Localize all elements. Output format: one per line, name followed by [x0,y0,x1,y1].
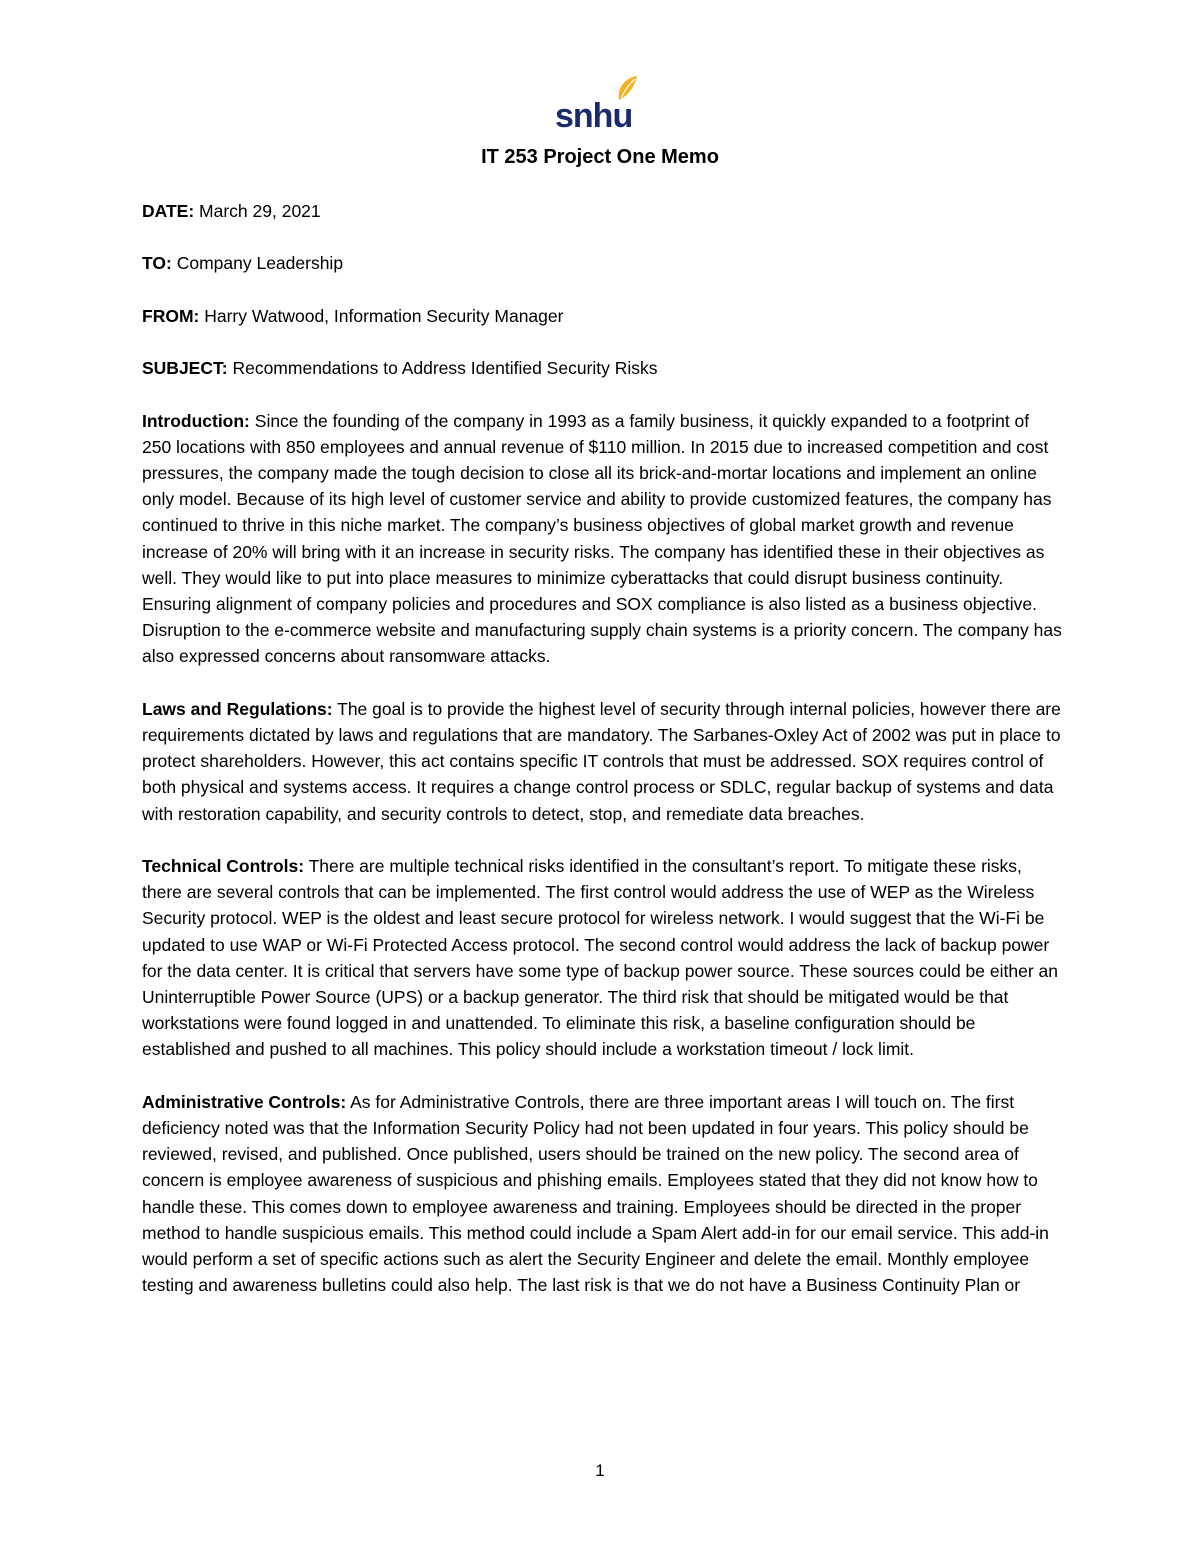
introduction-text: Since the founding of the company in 1993 as a family business, it quickly expanded to a footprint of 250 locations with 850 employees and annual revenue of $110 million. In 2015 due to increased competition and cost pressures, the company made the tough decision to close all its brick-and-mortar locations and implement an online only model. Because of its high level of customer service and ability to provide customized features, the company has continued to thrive in this niche market. The company’s business objectives of global market growth and revenue increase of 20% will bring with it an increase in security risks. The company has identified these in their objectives as well. They would like to put into place measures to minimize cyberattacks that could disrupt business continuity. Ensuring alignment of company policies and procedures and SOX compliance is also listed as a business objective. Disruption to the e-commerce website and manufacturing supply chain systems is a priority concern. The company has also expressed concerns about ransomware attacks. [142,410,1062,667]
from-label: FROM: [142,305,200,326]
date-label: DATE: [142,201,195,221]
snhu-logo [553,72,643,132]
laws-paragraph [142,696,1062,827]
to-label: TO: [142,253,172,274]
laws-text: The goal is to provide the highest level of security through internal policies, however there are requirements dictated by laws and regulations that are mandatory. The Sarbanes-Oxley Act of 2002 was put in place to protect shareholders. However, this act contains specific IT controls that must be addressed. SOX requires control of both physical and systems access. It requires a change control process or SDLC, regular backup of systems and data with restoration capability, and security controls to detect, stop, and remediate data breaches. [142,698,1061,824]
administrative-paragraph [142,1089,1062,1299]
introduction-heading: Introduction: [142,410,250,431]
technical-text: There are multiple technical risks identified in the consultant’s report. To mitigate these risks, there are several controls that can be implemented. The first control would address the use of WEP as the Wireless Security protocol. WEP is the oldest and least secure protocol for wireless network. I would suggest that the Wi-Fi be updated to use WAP or Wi-Fi Protected Access protocol. The second control would address the lack of backup power for the data center. It is critical that servers have some type of backup power source. These sources could be either an Uninterruptible Power Source (UPS) or a backup generator. The third risk that should be mitigated would be that workstations were found logged in and unattended. To eliminate this risk, a baseline configuration should be established and pushed to all machines. This policy should include a workstation timeout / lock limit. [142,855,1058,1060]
page-title: IT 253 Project One Memo [481,146,719,168]
date-line [142,198,1062,224]
administrative-text: As for Administrative Controls, there are three important areas I will touch on. The first deficiency noted was that the Information Security Policy had not been updated in four years. This policy should be reviewed, revised, and published. Once published, users should be trained on the new policy. The second area of concern is employee awareness of suspicious and phishing emails. Employees stated that they did not know how to handle these. This comes down to employee awareness and training. Employees should be directed in the proper method to handle suspicious emails. This method could include a Spam Alert add-in for our email service. This add-in would perform a set of specific actions such as alert the Security Engineer and delete the email. Monthly employee testing and awareness bulletins could also help. The last risk is that we do not have a Business Continuity Plan or [142,1091,1049,1296]
introduction-paragraph [142,408,1062,670]
page-number: 1 [595,1461,605,1480]
subject-value: Recommendations to Address Identified Security Risks [232,358,658,379]
logo-text: snhu [555,97,633,132]
administrative-heading: Administrative Controls: [142,1091,347,1112]
laws-heading: Laws and Regulations: [142,698,333,719]
from-line [142,303,1062,329]
to-value: Company Leadership [176,253,344,274]
subject-line [142,355,1062,381]
from-value: Harry Watwood, Information Security Manager [204,305,564,326]
subject-label: SUBJECT: [142,358,228,379]
date-value: March 29, 2021 [199,201,321,221]
to-line [142,250,1062,276]
technical-heading: Technical Controls: [142,855,305,876]
memo-body [142,198,1062,1325]
technical-paragraph [142,853,1062,1063]
